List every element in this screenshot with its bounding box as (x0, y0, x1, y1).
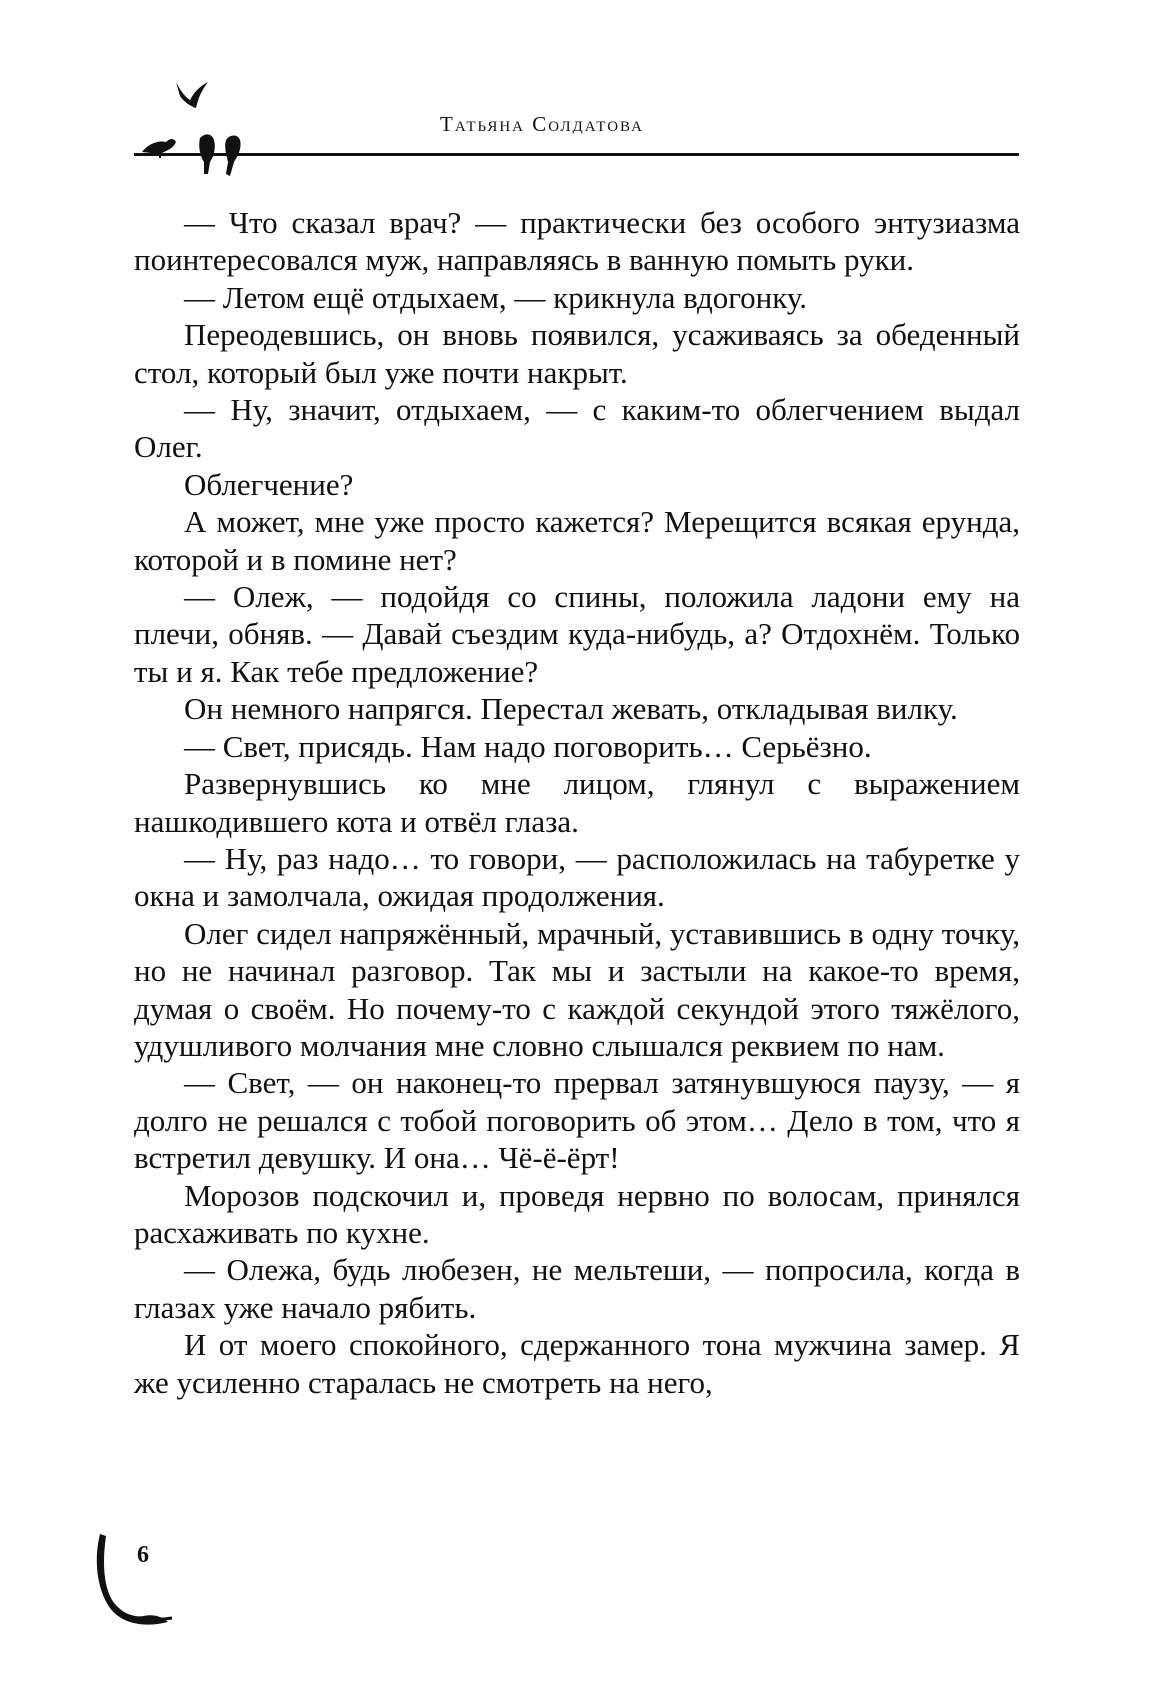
paragraph: Развернувшись ко мне лицом, глянул с выражением нашкодившего кота и отвёл глаза. (134, 766, 1020, 839)
body-text (134, 204, 1020, 1401)
paragraph: Морозов подскочил и, проведя нервно по волосам, принялся расхаживать по кухне. (134, 1177, 1020, 1250)
paragraph: И от моего спокойного, сдержанного тона мужчина замер. Я же усиленно старалась не смотреть на него, (134, 1327, 1020, 1400)
running-header-author: Татьяна Солдатова (440, 112, 644, 136)
paragraph: — Ну, значит, отдыхаем, — с каким-то облегчением выдал Олег. (134, 392, 1020, 465)
paragraph: Облегчение? (184, 466, 354, 502)
paragraph: Переодевшись, он вновь появился, усаживаясь за обеденный стол, который был уже почти накрыт. (134, 317, 1020, 390)
paragraph: Он немного напрягся. Перестал жевать, откладывая вилку. (184, 691, 958, 727)
paragraph: — Летом ещё отдыхаем, — крикнула вдогонку. (184, 279, 808, 315)
paragraph: — Ну, раз надо… то говори, — расположилась на табуретке у окна и замолчала, ожидая продолжения. (134, 840, 1020, 914)
paragraph: — Олежа, будь любезен, не мельтеши, — попросила, когда в глазах уже начало рябить. (134, 1252, 1020, 1325)
paragraph: — Олеж, — подойдя со спины, положила ладони ему на плечи, обняв. — Давай съездим куда-нибудь, а? Отдохнём. Только ты и я. Как тебе предложение? (134, 579, 1020, 689)
paragraph: Олег сидел напряжённый, мрачный, уставившись в одну точку, но не начинал разговор. Так мы и застыли на какое-то время, думая о своём. Но почему-то с каждой секундой этого тяжёлого, удушливого молчания мне словно слышался реквием по нам. (134, 915, 1020, 1063)
page-header (0, 0, 1155, 190)
paragraph: — Свет, — он наконец-то прервал затянувшуюся паузу, — я долго не решался с тобой поговорить об этом… Дело в том, что я встретил девушку. И она… Чё-ё-ёрт! (134, 1065, 1020, 1176)
paragraph: — Что сказал врач? — практически без особого энтузиазма поинтересовался муж, направляясь в ванную помыть руки. (134, 205, 1020, 278)
birds-on-wire-icon (130, 78, 280, 178)
header-rule (134, 153, 1019, 156)
paragraph: А может, мне уже просто кажется? Мерещится всякая ерунда, которой и в помине нет? (134, 504, 1020, 577)
paragraph: — Свет, присядь. Нам надо поговорить… Серьёзно. (184, 728, 872, 764)
page-number: 6 (137, 1542, 149, 1568)
page-footer (92, 1528, 182, 1638)
